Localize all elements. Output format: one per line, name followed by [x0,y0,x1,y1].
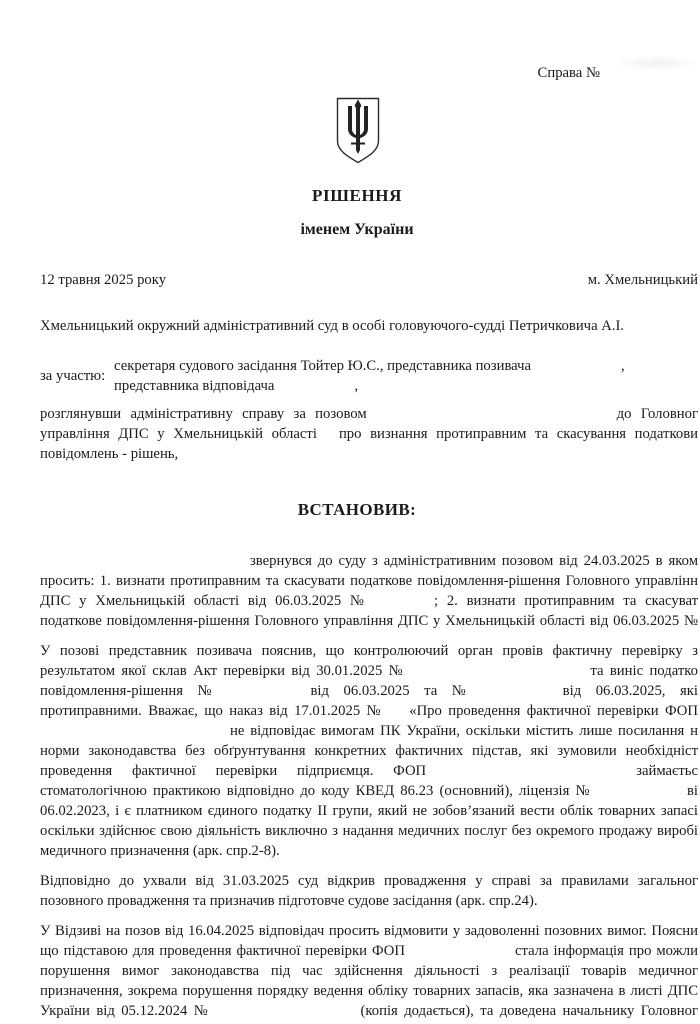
redacted-gap [369,604,434,605]
text-line: повідомлень - рішень, [40,446,179,462]
participants-block [40,356,698,396]
redacted-gap [367,417,617,418]
text-line: оскільки здійснює свою діяльність виключно з надання медичних послуг без окремого продажу виробі [40,823,698,839]
text-line: норми законодавства без обґрунтування конкретних фактичних підстав, які зумовили необхідніст [40,743,698,759]
date-row [40,270,698,290]
redacted-gap [405,674,590,675]
text-line: порушення вимог законодавства під час здійснення діяльності з реалізації товарів медичног [40,963,698,979]
paragraph-claim-details [40,641,698,861]
text-line: розглянувши адміністративну справу за позовом до Головног [40,406,698,422]
text-line: не відповідає вимогам ПК України, оскільки містить лише посилання н [230,723,698,739]
paragraph-ruling-open [40,871,698,911]
redacted-gap [317,437,339,438]
text-line: призначення, зокрема порушення порядку ведення обліку товарних запасів, яка зазначена в листі ДПС [40,983,698,999]
text-line: Відповідно до ухвали від 31.03.2025 суд відкрив провадження у справі за правилами загальног [40,873,698,889]
text-line: стоматологічною практикою відповідно до коду КВЕД 86.23 (основний), ліцензія № ві [40,783,698,799]
case-number-label: Справа № [537,65,600,81]
text-line: У позові представник позивача пояснив, що контролюючий орган провів фактичну перевірку з [40,643,698,659]
scan-artifact [615,55,700,71]
text-line: представника відповідача , [114,378,359,394]
court-intro-line: Хмельницький окружний адміністративний суд в особі головуючого-судді Петричковича А.І. [40,318,625,334]
coat-of-arms-icon [334,96,382,166]
redacted-gap [531,369,621,370]
redacted-gap [592,794,687,795]
text-line: У Відзиві на позов від 16.04.2025 відповідач просить відмовити у задоволенні позовних вимог. Поясни [40,923,698,939]
text-line: медичного призначення (арк. спр.2-8). [40,843,280,859]
established-heading: ВСТАНОВИВ: [297,500,417,519]
redacted-gap [274,389,354,390]
redacted-gap [477,694,563,695]
paragraph-response [40,921,698,1021]
case-subject-block [40,404,698,464]
decision-date: 12 травня 2025 року [40,272,167,288]
text-line: України від 05.12.2024 № (копія додається), та доведена начальнику Головног [40,1003,698,1019]
decision-city: м. Хмельницький [587,272,698,288]
decision-subtitle: іменем України [300,221,414,238]
text-line: повідомлення-рішення № від 06.03.2025 та № від 06.03.2025, які [40,683,698,699]
text-line: ДПС у Хмельницькій області від 06.03.2025 № ; 2. визнати протиправним та скасуват [40,593,698,609]
text-line: протиправними. Вважає, що наказ від 17.01.2025 № «Про проведення фактичної перевірки ФОП [40,703,698,719]
text-line: звернувся до суду з адміністративним позовом від 24.03.2025 в яком [250,553,698,569]
text-line: позовного провадження та призначив підготовче судове засідання (арк. спр.24). [40,893,538,909]
redacted-gap [222,694,310,695]
text-line: результатом якої склав Акт перевірки від 30.01.2025 № та виніс податко [40,663,698,679]
decision-title: РІШЕННЯ [312,186,402,205]
text-line: податкове повідомлення-рішення Головного управління ДПС у Хмельницькій області від 06.03.2025 № [40,613,698,629]
redacted-gap [210,1014,360,1015]
text-line: секретаря судового засідання Тойтер Ю.С., представника позивача , [114,358,625,374]
participants-lines [114,356,698,396]
emblem [334,96,382,166]
text-line: проведення фактичної перевірки підприємця. ФОП займаєтьс [40,763,698,779]
redacted-gap [405,954,515,955]
redacted-gap [383,714,409,715]
paragraph-claim [40,551,698,631]
redacted-gap [426,774,636,775]
text-line: що підставою для проведення фактичної перевірки ФОП стала інформація про можли [40,943,698,959]
participants-label: за участю: [40,368,106,384]
text-line: управління ДПС у Хмельницькій області про визнання протиправним та скасування податкови [40,426,698,442]
text-line: 06.02.2023, і є платником єдиного податку ІІ групи, який не зобов’язаний вести облік товарних запасі [40,803,698,819]
text-line: просить: 1. визнати протиправним та скасувати податкове повідомлення-рішення Головного управлінн [40,573,698,589]
